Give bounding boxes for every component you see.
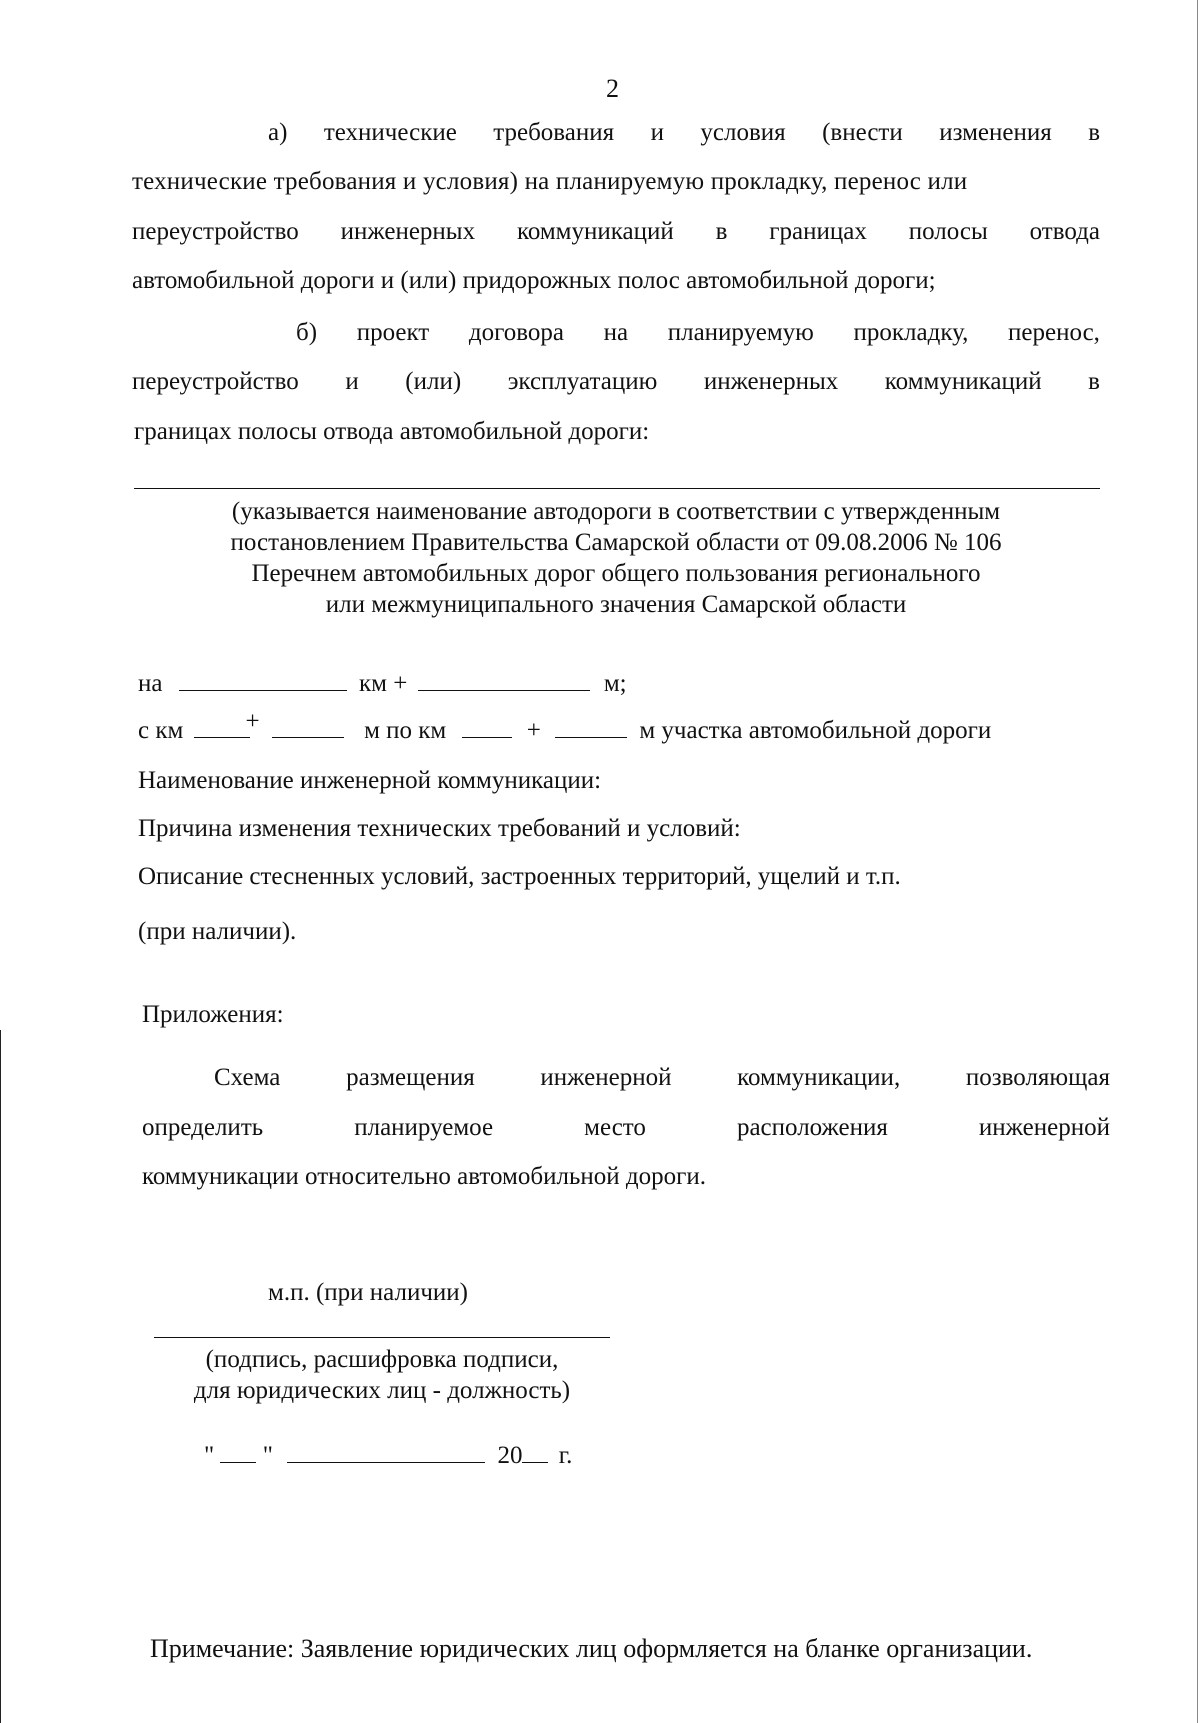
field-reason: Причина изменения технических требований и условий: — [138, 815, 741, 842]
attachment-word: Схема — [214, 1064, 281, 1091]
attachment-word: позволяющая — [965, 1064, 1110, 1091]
attachments-line-1 — [214, 1063, 1110, 1093]
item-b-word: на — [603, 319, 629, 346]
item-a-word: переустройство — [132, 218, 299, 245]
item-b-word: в — [1088, 368, 1100, 395]
item-a-word: инженерных — [340, 218, 476, 245]
item-a-word: а) — [268, 119, 288, 146]
year-prefix: 20 — [497, 1442, 523, 1469]
item-a-line-1 — [268, 118, 1100, 148]
item-a-word: (внести — [822, 119, 903, 146]
attachment-word: планируемое — [354, 1114, 494, 1141]
item-b-word: проект — [356, 319, 430, 346]
item-a-word: границах — [769, 218, 867, 245]
footnote: Примечание: Заявление юридических лиц оформляется на бланке организации. — [150, 1634, 1033, 1663]
item-b-word: планируемую — [667, 319, 814, 346]
road-note-line: (указывается наименование автодороги в соответствии с утвержденным — [231, 498, 1001, 525]
item-a-line-4: автомобильной дороги и (или) придорожных полос автомобильной дороги; — [132, 267, 936, 294]
item-b-word: прокладку, — [853, 319, 969, 346]
plus-sign: + — [526, 717, 541, 744]
attachments-line-3: коммуникации относительно автомобильной дороги. — [142, 1163, 706, 1190]
item-a-line-2: технические требования и условия) на планируемую прокладку, перенос или — [132, 168, 968, 195]
item-b-word: и — [345, 368, 359, 395]
road-note — [132, 496, 1100, 620]
item-a-word: коммуникаций — [516, 218, 674, 245]
from-m-blank — [272, 715, 344, 738]
location-line-1 — [138, 668, 627, 699]
km-blank — [179, 668, 347, 691]
na-label: на — [138, 670, 163, 697]
attachment-word: размещения — [346, 1064, 475, 1091]
location-line-2 — [138, 708, 992, 746]
item-a-word: требования — [493, 119, 615, 146]
page-number: 2 — [606, 74, 619, 103]
item-b-line-2 — [132, 367, 1100, 397]
attachment-word: коммуникации, — [737, 1064, 901, 1091]
field-name: Наименование инженерной коммуникации: — [138, 767, 602, 794]
km-plus-label: км + — [358, 670, 408, 697]
item-b-word: (или) — [405, 368, 462, 395]
item-b-word: коммуникаций — [884, 368, 1042, 395]
day-blank — [220, 1440, 256, 1463]
item-b-word: договора — [468, 319, 564, 346]
signature-caption — [154, 1344, 610, 1406]
year-suffix: г. — [558, 1442, 573, 1469]
road-name-line — [134, 488, 1100, 489]
item-a-word: полосы — [908, 218, 988, 245]
plus-sign: + — [245, 708, 260, 735]
attachment-word: место — [584, 1114, 646, 1141]
from-km-blank — [194, 708, 260, 738]
attachment-word: инженерной — [540, 1064, 672, 1091]
item-b-word: переустройство — [132, 368, 299, 395]
item-a-word: в — [1088, 119, 1100, 146]
to-m-blank — [555, 715, 627, 738]
item-a-line-3 — [132, 217, 1100, 247]
item-b-line-1 — [296, 318, 1100, 348]
item-a-word: технические — [323, 119, 457, 146]
tail-label: м участка автомобильной дороги — [639, 717, 992, 744]
field-if-any: (при наличии). — [138, 918, 297, 945]
to-km-blank — [462, 715, 512, 738]
item-b-word: эксплуатацию — [507, 368, 658, 395]
signature-caption-line: (подпись, расшифровка подписи, — [205, 1346, 559, 1373]
road-note-line: Перечнем автомобильных дорог общего пользования регионального — [251, 560, 981, 587]
field-description: Описание стесненных условий, застроенных территорий, ущелий и т.п. — [138, 863, 901, 890]
item-b-word: перенос, — [1008, 319, 1100, 346]
road-note-line: постановлением Правительства Самарской области от 09.08.2006 № 106 — [230, 529, 1002, 556]
year-blank — [522, 1440, 548, 1463]
date-line — [204, 1440, 572, 1471]
item-a-word: изменения — [939, 119, 1052, 146]
item-b-word: инженерных — [703, 368, 839, 395]
attachment-word: определить — [142, 1114, 264, 1141]
signature-line — [154, 1337, 610, 1338]
attachments-line-2 — [142, 1113, 1110, 1143]
month-blank — [287, 1440, 485, 1463]
item-a-word: условия — [700, 119, 786, 146]
item-a-word: и — [650, 119, 664, 146]
quote-open: " — [204, 1442, 215, 1469]
m-po-km-label: м по км — [364, 717, 447, 744]
m-blank — [418, 668, 590, 691]
attachment-word: расположения — [736, 1114, 888, 1141]
m-end-label: м; — [603, 670, 627, 697]
road-note-line: или межмуниципального значения Самарской области — [325, 591, 907, 618]
signature-caption-line: для юридических лиц - должность) — [193, 1377, 571, 1404]
quote-close: " — [262, 1442, 273, 1469]
scan-right-edge — [1197, 0, 1198, 1723]
attachment-word: инженерной — [978, 1114, 1110, 1141]
s-km-label: с км — [138, 717, 184, 744]
attachments-title: Приложения: — [142, 1001, 284, 1028]
item-a-word: в — [715, 218, 728, 245]
item-b-word: б) — [296, 319, 318, 346]
item-b-line-3: границах полосы отвода автомобильной дороги: — [134, 418, 650, 445]
scan-left-edge — [0, 1030, 1, 1723]
item-a-word: отвода — [1029, 218, 1100, 245]
stamp-label: м.п. (при наличии) — [268, 1279, 468, 1306]
